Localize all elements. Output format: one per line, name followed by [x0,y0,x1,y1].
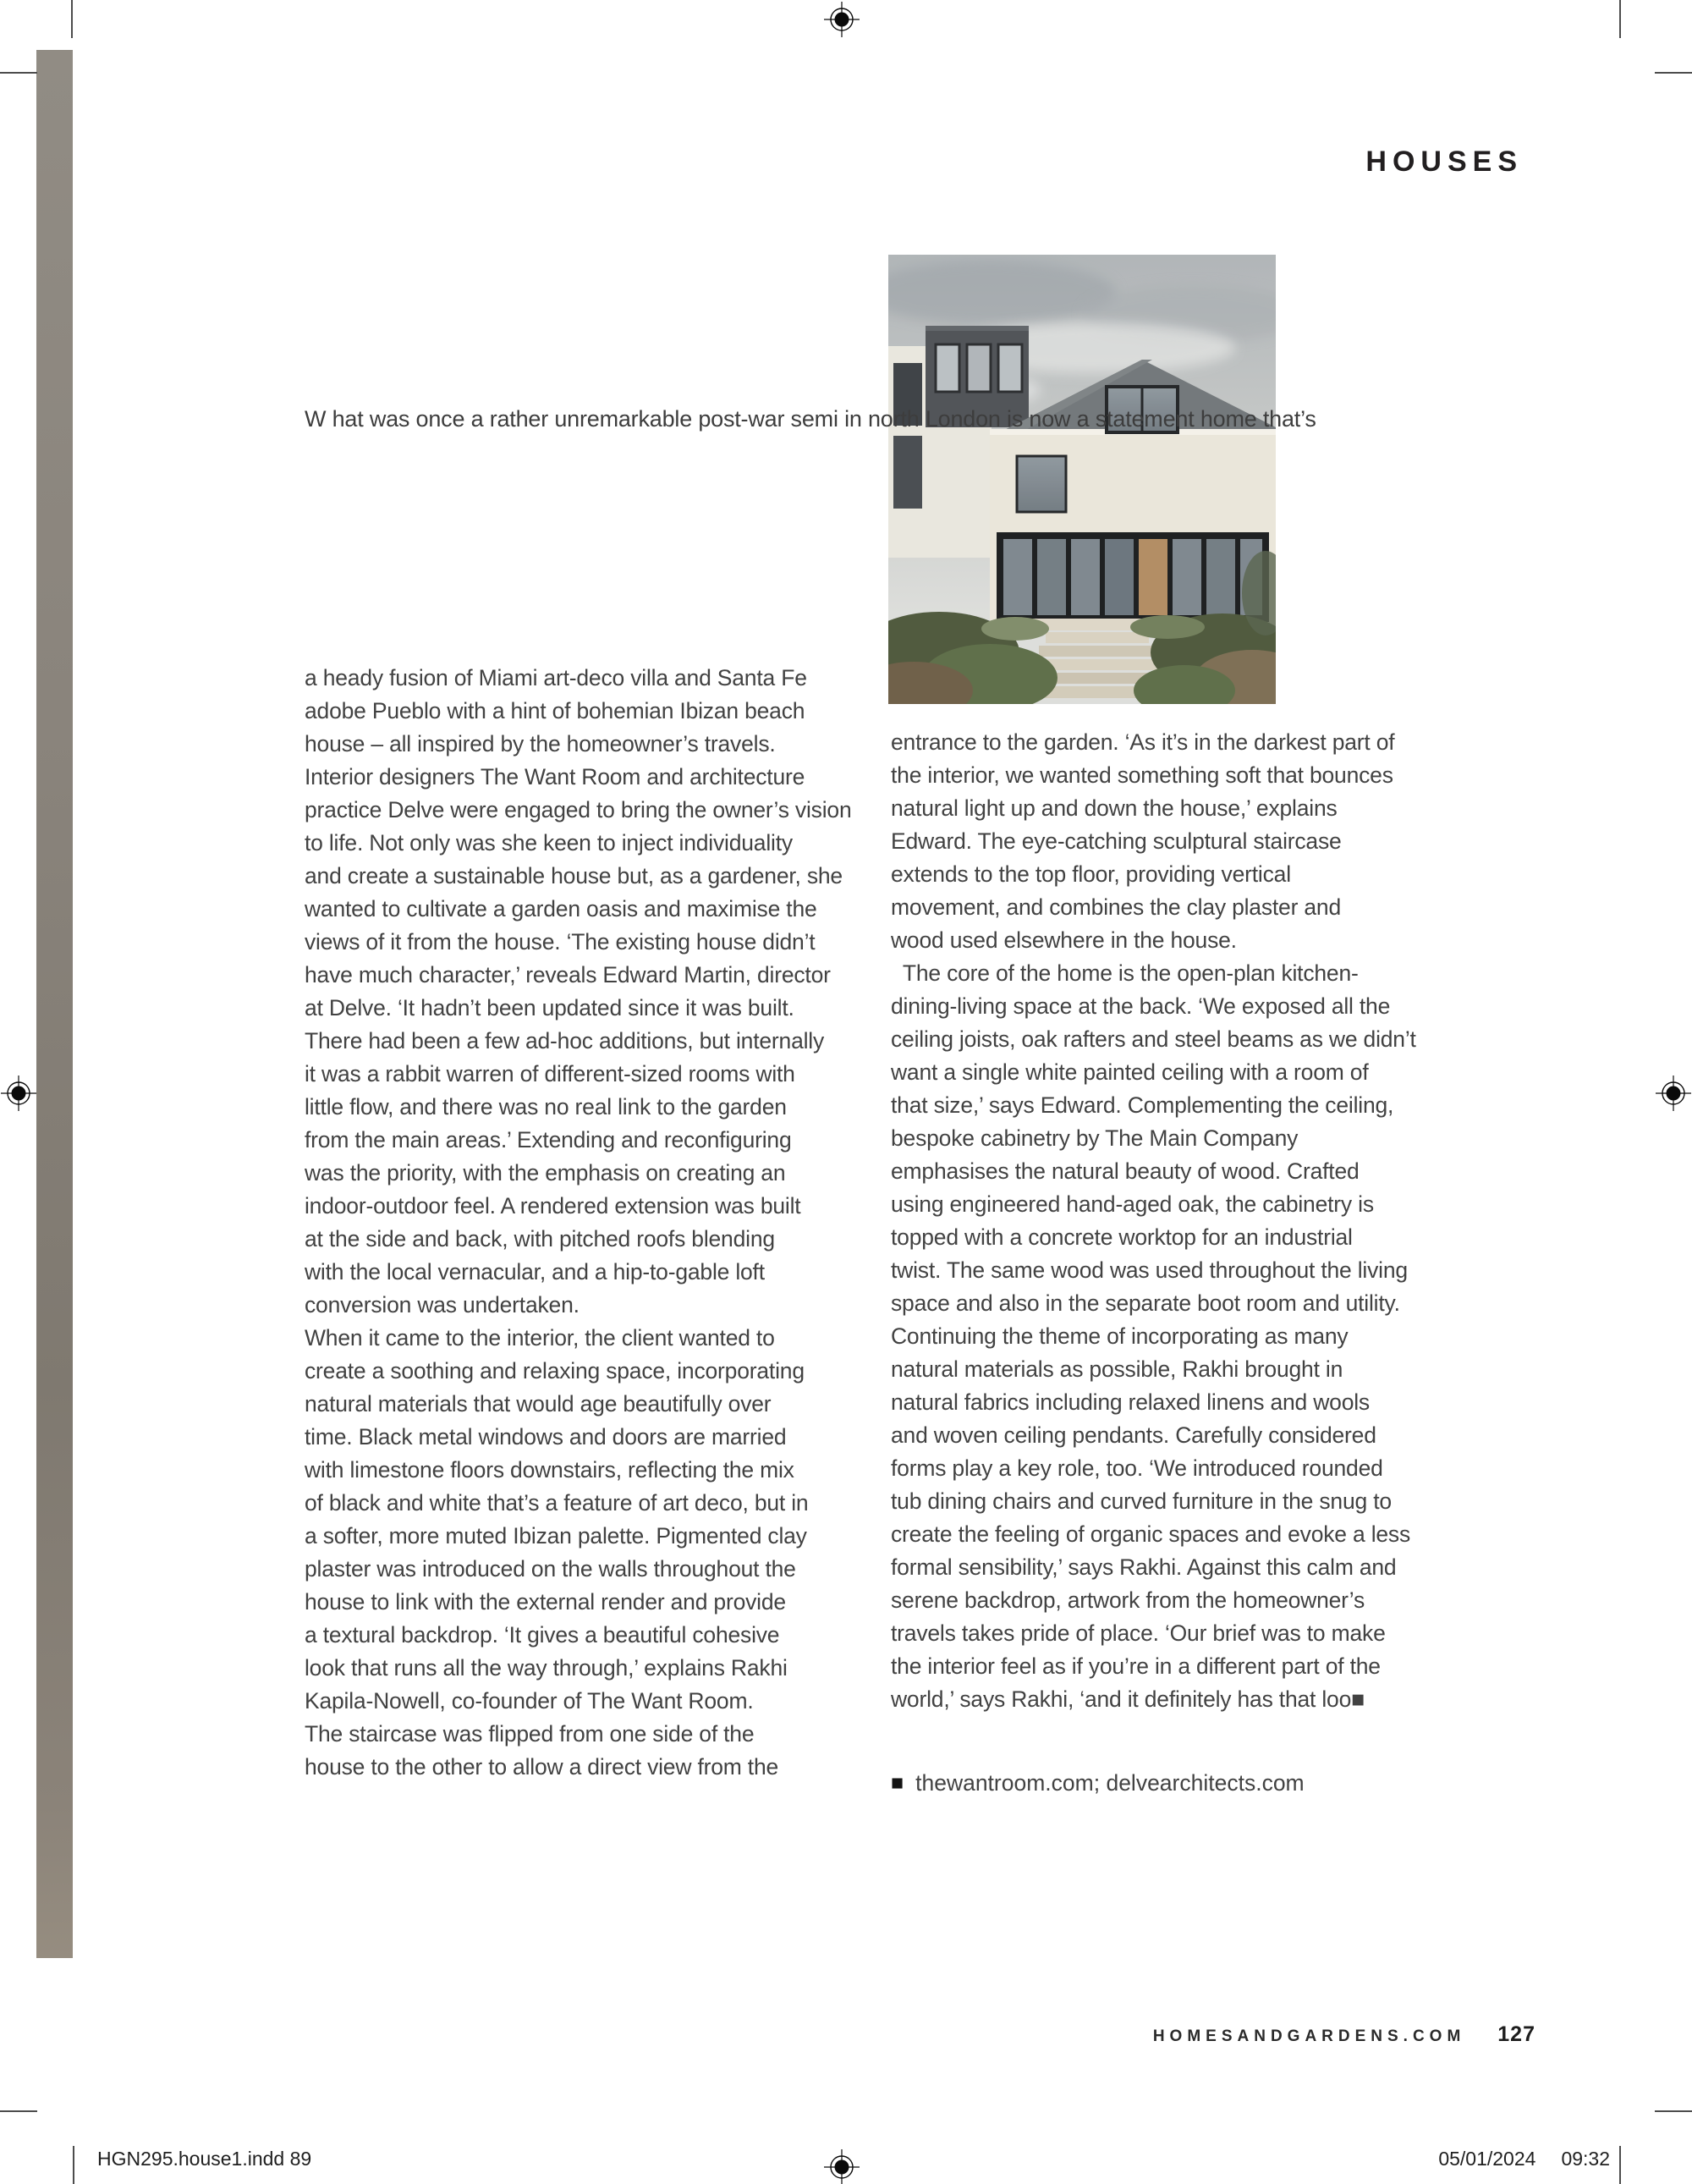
text-line: it was a rabbit warren of different-sized rooms with [305,1061,795,1086]
text-line: have much character,’ reveals Edward Martin, director [305,962,831,987]
body-column-right [891,726,1475,1716]
body-column-left [305,662,888,1784]
text-line: with limestone floors downstairs, reflecting the mix [305,1457,794,1483]
text-line: plaster was introduced on the walls throughout the [305,1556,796,1582]
crop-mark [0,2110,37,2112]
text-line: little flow, and there was no real link to the garden [305,1094,787,1120]
print-filename: HGN295.house1.indd 89 [97,2148,312,2170]
registration-mark-icon [823,2148,860,2184]
text-line: using engineered hand-aged oak, the cabinetry is [891,1191,1374,1217]
text-line: create the feeling of organic spaces and evoke a less [891,1521,1411,1547]
text-line: wanted to cultivate a garden oasis and maximise the [305,896,817,921]
text-line: at Delve. ‘It hadn’t been updated since it was built. [305,995,794,1020]
crop-mark [1619,0,1621,38]
text-line: natural fabrics including relaxed linens and wools [891,1389,1370,1415]
text-line: ceiling joists, oak rafters and steel beams as we didn’t [891,1026,1416,1052]
intro-line: W hat was once a rather unremarkable post-war semi in north London is now a statement home that’s [305,406,1316,432]
text-line: natural light up and down the house,’ explains [891,795,1338,821]
registration-mark-icon [0,1075,37,1112]
text-line: movement, and combines the clay plaster and [891,894,1341,920]
text-line: conversion was undertaken. [305,1292,580,1318]
text-line: that size,’ says Edward. Complementing the ceiling, [891,1092,1394,1118]
page-footer [1153,2022,1535,2047]
text-line: travels takes pride of place. ‘Our brief was to make [891,1620,1386,1646]
text-line: topped with a concrete worktop for an industrial [891,1224,1353,1250]
text-line: The core of the home is the open-plan kitchen- [891,960,1359,986]
text-line: Kapila-Nowell, co-founder of The Want Room. [305,1688,754,1714]
text-line: Continuing the theme of incorporating as many [891,1323,1349,1349]
text-line: bespoke cabinetry by The Main Company [891,1125,1299,1151]
text-line: adobe Pueblo with a hint of bohemian Ibizan beach [305,698,805,723]
text-line: a textural backdrop. ‘It gives a beautiful cohesive [305,1622,780,1648]
text-line: at the side and back, with pitched roofs blending [305,1226,775,1252]
text-line: house to the other to allow a direct view from the [305,1754,779,1780]
registration-mark-icon [823,1,860,38]
text-line: to life. Not only was she keen to inject individuality [305,830,793,855]
text-line: formal sensibility,’ says Rakhi. Against this calm and [891,1554,1397,1580]
credit-line [891,1770,1305,1796]
page-spine-bar [36,50,73,1958]
text-line: forms play a key role, too. ‘We introduced rounded [891,1455,1383,1481]
credit-websites: thewantroom.com; delvearchitects.com [915,1770,1305,1796]
text-line: the interior feel as if you’re in a different part of the [891,1653,1381,1679]
text-line: world,’ says Rakhi, ‘and it definitely has that loo■ [891,1686,1365,1712]
text-line: Edward. The eye-catching sculptural staircase [891,828,1342,854]
text-line: space and also in the separate boot room and utility. [891,1290,1400,1316]
page-number: 127 [1497,2022,1535,2046]
text-line: When it came to the interior, the client wanted to [305,1325,775,1351]
text-line: practice Delve were engaged to bring the owner’s vision [305,797,852,822]
registration-mark-icon [1655,1075,1692,1112]
crop-mark [1619,2146,1621,2184]
text-line: house – all inspired by the homeowner’s travels. [305,731,776,756]
text-line: natural materials as possible, Rakhi brought in [891,1356,1343,1382]
text-line: a heady fusion of Miami art-deco villa and Santa Fe [305,665,807,690]
end-square-icon: ■ [891,1771,904,1795]
text-line: create a soothing and relaxing space, incorporating [305,1358,805,1384]
crop-mark [73,2146,74,2184]
text-line: time. Black metal windows and doors are married [305,1424,787,1450]
text-line: look that runs all the way through,’ explains Rakhi [305,1655,788,1681]
text-line: entrance to the garden. ‘As it’s in the darkest part of [891,729,1395,755]
crop-mark [0,72,37,74]
text-line: extends to the top floor, providing vertical [891,861,1291,887]
text-line: and woven ceiling pendants. Carefully considered [891,1422,1376,1448]
section-heading: HOUSES [1365,146,1523,178]
text-line: with the local vernacular, and a hip-to-gable loft [305,1259,765,1285]
text-line: The staircase was flipped from one side of the [305,1721,755,1747]
text-line: tub dining chairs and curved furniture in the snug to [891,1488,1392,1514]
print-datetime [1438,2148,1610,2170]
text-line: dining-living space at the back. ‘We exposed all the [891,993,1391,1019]
text-line: house to link with the external render and provide [305,1589,786,1615]
print-time: 09:32 [1561,2148,1610,2170]
text-line: want a single white painted ceiling with a room of [891,1059,1369,1085]
text-line: natural materials that would age beautifully over [305,1391,772,1417]
text-line: from the main areas.’ Extending and reconfiguring [305,1127,792,1153]
text-line: a softer, more muted Ibizan palette. Pigmented clay [305,1523,807,1549]
text-line: the interior, we wanted something soft that bounces [891,762,1393,788]
crop-mark [1655,2110,1692,2112]
text-line: twist. The same wood was used throughout the living [891,1257,1408,1283]
crop-mark [1655,72,1692,74]
text-line: of black and white that’s a feature of art deco, but in [305,1490,809,1516]
text-line: serene backdrop, artwork from the homeowner’s [891,1587,1365,1613]
text-line: wood used elsewhere in the house. [891,927,1237,953]
text-line: was the priority, with the emphasis on creating an [305,1160,786,1186]
text-line: There had been a few ad-hoc additions, but internally [305,1028,825,1053]
print-date: 05/01/2024 [1438,2148,1536,2170]
crop-mark [71,0,73,38]
text-line: and create a sustainable house but, as a gardener, she [305,863,843,888]
text-line: indoor-outdoor feel. A rendered extension was built [305,1193,801,1219]
text-line: emphasises the natural beauty of wood. Crafted [891,1158,1360,1184]
house-photo [888,255,1276,704]
text-line: Interior designers The Want Room and architecture [305,764,805,789]
footer-website: HOMESANDGARDENS.COM [1152,2027,1466,2045]
text-line: views of it from the house. ‘The existing house didn’t [305,929,816,954]
